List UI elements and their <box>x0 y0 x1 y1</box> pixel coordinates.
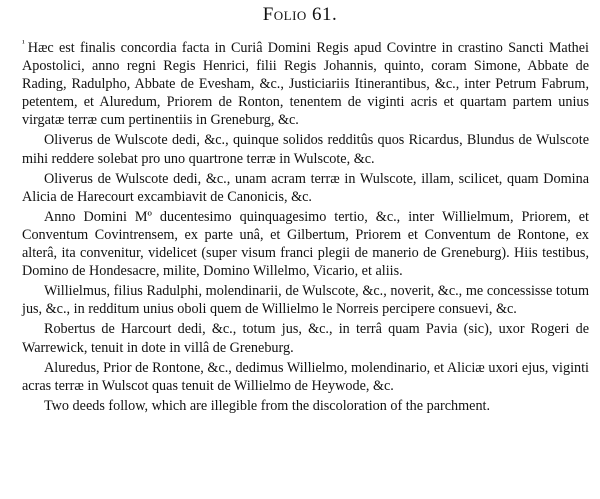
folio-heading: Folio 61. <box>262 4 338 25</box>
paragraph-final-concord <box>22 34 589 129</box>
paragraph-oliverus-acre: Oliverus de Wulscote dedi, &c., unam acram terræ in Wulscote, illam, scilicet, quam Domina Alicia de Harecourt excambiavit de Canonicis, &c. <box>22 170 589 205</box>
paragraph-willielmus: Willielmus, filius Radulphi, molendinarii, de Wulscote, &c., noverit, &c., me concessisse totum jus, &c., in redditum unius oboli quem de Willielmo le Norreis percipere consuevi, &c. <box>22 283 589 318</box>
paragraph-aluredus: Aluredus, Prior de Rontone, &c., dedimus Willielmo, molendinario, et Aliciæ uxori ejus, viginti acras terræ in Wulscot quas tenuit de Willielmo de Heywode, &c. <box>22 359 589 394</box>
paragraph-two-deeds: Two deeds follow, which are illegible from the discoloration of the parchment. <box>44 397 491 414</box>
paragraph-text: Hæc est finalis concordia facta in Curiâ Domini Regis apud Covintre in crastino Sancti Mathei Apostolici, anno regni Regis Henrici, filii Regis Johannis, quinto, coram Simone, Abbate de Rading, Radulpho, Abbate de Evesham, &c., Justiciariis Itinerantibus, &c., inter Petrum Fabrum, petentem, et Aluredum, Priorem de Ronton, tenentem de viginti acris et quartam partem unius virgatæ terræ cum pertinentiis in Greneburg, &c. <box>22 40 589 129</box>
body-text <box>22 34 589 417</box>
paragraph-anno-domini: Anno Domini Mº ducentesimo quinquagesimo tertio, &c., inter Willielmum, Priorem, et Conventum Covintrensem, ex parte unâ, et Gilbertum, Priorem et Conventum de Rontone, ex alterâ, ita convenitur, videlicet (super visum franci plegii de manerio de Greneburg). Hiis testibus, Domino de Hondesacre, milite, Domino Willelmo, Vicario, et aliis. <box>22 208 589 280</box>
paragraph-oliverus-rent: Oliverus de Wulscote dedi, &c., quinque solidos redditûs quos Ricardus, Blundus de Wulscote mihi reddere solebat pro uno quartrone terræ in Wulscote, &c. <box>22 132 589 167</box>
paragraph-robertus: Robertus de Harcourt dedi, &c., totum jus, &c., in terrâ quam Pavia (sic), uxor Rogeri de Warrewick, tenuit in dote in villâ de Greneburg. <box>22 321 589 356</box>
footnote-mark: ¹ <box>22 38 25 48</box>
